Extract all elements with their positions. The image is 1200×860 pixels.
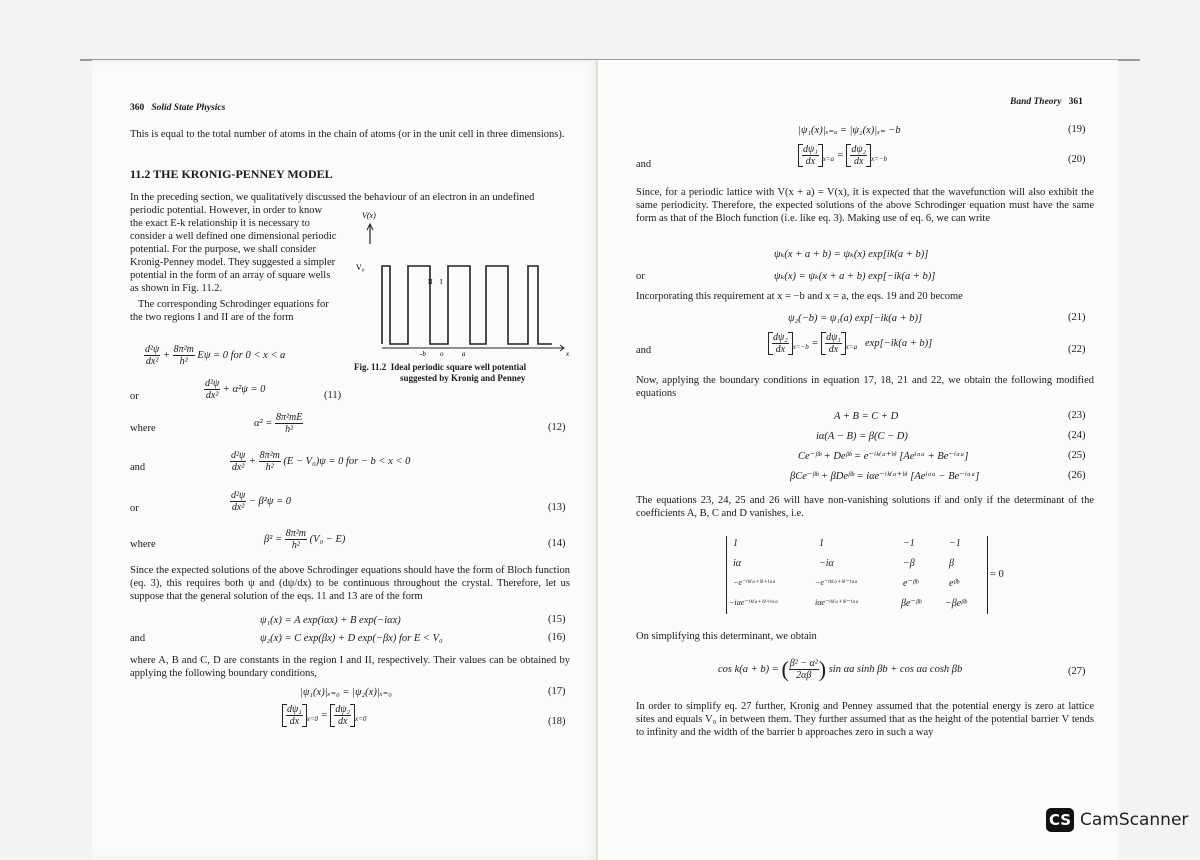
eq-number-16: (16) (548, 632, 566, 643)
det-cell: 1 (733, 538, 738, 549)
potential-wells-path (382, 266, 552, 344)
eq-19: |ψ₁(x)|ₓ₌ₐ = |ψ₂(x)|ₓ₌ −b (798, 125, 901, 136)
word-or-r1: or (636, 271, 645, 282)
eq-16: ψ₂(x) = C exp(βx) + D exp(−βx) for E < V₀ (260, 633, 443, 644)
para2-line-1: The corresponding Schrodinger equations for (138, 299, 329, 310)
figure-caption-line-1: Ideal periodic square well potential (390, 362, 527, 372)
region-II-label: II (428, 278, 433, 286)
eq-number-21: (21) (1068, 312, 1086, 323)
intro-paragraph: This is equal to the total number of atoms in the chain of atoms (or in the unit cell in three dimensions). (130, 129, 565, 140)
tick-a: a (462, 350, 466, 356)
eq-27: cos k(a + b) = ( $\frac{\text{β² − α²}}{2\alpha\beta}$ ) sin αa sinh βb + cos αa cosh βb (718, 656, 963, 682)
eq-12: α² = $\frac{\text{8π²mE}}{\text{h²}}$ (254, 412, 303, 435)
para1-line-2: the exact E-k relationship it is necessary to (130, 218, 310, 229)
schrodinger-eq-region-2: $\frac{\text{d²ψ}}{\text{dx²}}$ + $\frac{\text{8π²m}}{\text{h²}}$ (E − V₀)ψ = 0 for − b < x < 0 (231, 450, 411, 473)
right-para2: Incorporating this requirement at x = −b and x = a, the eqs. 19 and 20 become (636, 291, 963, 302)
det-cell: 1 (819, 538, 824, 549)
right-para3: Now, applying the boundary conditions in equation 17, 18, 21 and 22, we obtain the following modified equations (636, 375, 1094, 399)
eq-number-18: (18) (548, 716, 566, 727)
para2-line-2: the two regions I and II are of the form (130, 312, 294, 323)
det-cell: eᵝᵇ (949, 578, 959, 589)
coefficient-determinant (726, 536, 988, 614)
x-axis-label: x (566, 350, 570, 356)
det-cell: e⁻ᵝᵇ (903, 578, 919, 589)
figure-caption-line-2: suggested by Kronig and Penney (400, 373, 526, 383)
region-I-label: I (440, 278, 443, 286)
det-cell: −1 (949, 538, 961, 549)
eq-number-19: (19) (1068, 124, 1086, 135)
eq-number-15: (15) (548, 614, 566, 625)
para1-line-3: consider a well defined one dimensional periodic (130, 231, 337, 242)
eq-18: $\frac{\text{dψ₁}}{dx}$ $_{x=0}$ = $\frac{\text{dψ₂}}{dx}$ $_{x=0}$ (282, 704, 366, 727)
eq-22: $\frac{\text{dψ₂}}{dx}$ $_{x=-b}$ = $\frac{\text{dψ₁}}{dx}$ $_{x=a}$ exp[−ik(a + b)] (768, 332, 932, 355)
left-running-head: Solid State Physics (151, 103, 226, 113)
right-para1: Since, for a periodic lattice with V(x + a) = V(x), it is expected that the wavefunction will also exhibit the same periodicity. Therefore, the expected solutions of the above Schrodinger equation must have the same form as that of the Bloch function (i.e. like eq. 3). Making use of eq. 6, we can write (636, 187, 1094, 224)
word-and-r1: and (636, 159, 652, 170)
word-where-1: where (130, 423, 156, 434)
square-well-figure (352, 206, 572, 356)
eq-number-22: (22) (1068, 344, 1086, 355)
para4: where A, B and C, D are constants in the region I and II, respectively. Their values can be obtained by applying the following boundary conditions, (130, 655, 570, 679)
figure-caption (354, 362, 526, 384)
det-cell: −iα (819, 558, 834, 569)
det-cell: −e⁻ⁱᵏ⁽ᵃ⁺ᵇ⁾⁻ⁱᵅᵃ (815, 578, 858, 587)
left-header (130, 102, 225, 115)
eq-number-13: (13) (548, 502, 566, 513)
det-cell: −e⁻ⁱᵏ⁽ᵃ⁺ᵇ⁾⁺ⁱᵅᵃ (733, 578, 776, 587)
det-cell: −β (903, 558, 915, 569)
eq-22-tail: exp[−ik(a + b)] (865, 337, 933, 349)
det-equals-zero: = 0 (990, 569, 1004, 580)
eq-number-27: (27) (1068, 666, 1086, 677)
eq-15: ψ₁(x) = A exp(iαx) + B exp(−iαx) (260, 615, 401, 626)
figure-v0-label: V₀ (356, 263, 365, 272)
word-where-2: where (130, 539, 156, 550)
left-page-number: 360 (130, 103, 145, 113)
eq-17: |ψ₁(x)|ₓ₌₀ = |ψ₂(x)|ₓ₌₀ (300, 687, 392, 698)
schrodinger-eq-region-1: $\frac{\text{d²ψ}}{\text{dx²}}$ + $\frac{\text{8π²m}}{\text{h²}}$ Eψ = 0 for 0 < x < a (145, 344, 286, 367)
figure-y-label: V(x) (362, 211, 376, 220)
para3: Since the expected solutions of the above Schrodinger equations should have the form of Bloch function (eq. 3), this requires both ψ and (dψ/dx) to be continuous throughout the crystal. Therefore, let us suppose that the general solution of the eqs. 11 and 13 are of the form (130, 565, 570, 602)
det-cell: −1 (903, 538, 915, 549)
para1-line-7: as shown in Fig. 11.2. (130, 283, 223, 294)
word-and-2: and (130, 633, 146, 644)
left-page (92, 60, 598, 860)
right-header (1010, 96, 1083, 109)
figure-caption-number: Fig. 11.2 (354, 362, 387, 372)
para1-line-6: potential in the form of an array of square wells (130, 270, 331, 281)
det-cell: −βeᵝᵇ (945, 598, 967, 609)
word-or-2: or (130, 503, 139, 514)
eq-21: ψ₂(−b) = ψ₁(a) exp[−ik(a + b)] (788, 313, 923, 324)
det-cell: iα (733, 558, 742, 569)
para1-line-1: periodic potential. However, in order to know (130, 205, 323, 216)
eq-number-20: (20) (1068, 154, 1086, 165)
eq-23: A + B = C + D (834, 411, 899, 422)
tick-o: o (440, 350, 444, 356)
eq-25: Ce⁻ᵝᵇ + Deᵝᵇ = e⁻ⁱᵏ⁽ᵃ⁺ᵇ⁾ [Aeⁱᵅᵃ + Be⁻ⁱᵅᵃ] (798, 451, 969, 462)
eq-24: iα(A − B) = β(C − D) (816, 431, 908, 442)
det-cell: β (949, 558, 954, 569)
eq-11: $\frac{\text{d²ψ}}{\text{dx²}}$ + α²ψ = 0 (205, 378, 266, 401)
det-cell: βe⁻ᵝᵇ (901, 598, 922, 609)
eq-number-24: (24) (1068, 430, 1086, 441)
eq-number-14: (14) (548, 538, 566, 549)
eq-number-12: (12) (548, 422, 566, 433)
word-and-r2: and (636, 345, 652, 356)
camscanner-watermark: CamScanner (1080, 810, 1189, 830)
eq-number-23: (23) (1068, 410, 1086, 421)
eq-13: $\frac{\text{d²ψ}}{\text{dx²}}$ − β²ψ = 0 (231, 490, 292, 513)
right-para6: In order to simplify eq. 27 further, Kronig and Penney assumed that the potential energy is zero at lattice sites and equals V₀ in between them. They further assumed that as the height of the potential barrier V tends to infinity and the width of the barrier b approaches zero in such a way (636, 701, 1094, 738)
bloch-relation-2: ψₖ(x) = ψₖ(x + a + b) exp[−ik(a + b)] (774, 271, 936, 282)
tick-minus-b: -b (420, 350, 426, 356)
eq-27-rhs: sin αa sinh βb + cos αa cosh βb (828, 663, 963, 675)
right-para4: The equations 23, 24, 25 and 26 will have non-vanishing solutions if and only if the determinant of the coefficients A, B, C and D vanishes, i.e. (636, 495, 1094, 519)
right-page-number: 361 (1068, 97, 1083, 107)
eq-number-25: (25) (1068, 450, 1086, 461)
right-para5: On simplifying this determinant, we obtain (636, 631, 817, 642)
word-or-1: or (130, 391, 139, 402)
right-page (598, 60, 1118, 860)
eq-number-17: (17) (548, 686, 566, 697)
eq-27-lhs: cos k(a + b) = (718, 663, 779, 675)
para1-first-line: In the preceding section, we qualitatively discussed the behaviour of an electron in an undefined (130, 192, 535, 203)
eq-26: βCe⁻ᵝᵇ + βDeᵝᵇ = iαe⁻ⁱᵏ⁽ᵃ⁺ᵇ⁾ [Aeⁱᵅᵃ − Be⁻ⁱᵅᵃ] (790, 471, 980, 482)
det-cell: −iαe⁻ⁱᵏ⁽ᵃ⁺ᵇ⁾⁺ⁱᵅᵃ (729, 598, 779, 607)
eq-14: β² = $\frac{\text{8π²m}}{\text{h²}}$ (V₀ − E) (264, 528, 346, 551)
para1-line-4: potential. For the purpose, we shall consider (130, 244, 317, 255)
word-and-1: and (130, 462, 146, 473)
det-cell: iαe⁻ⁱᵏ⁽ᵃ⁺ᵇ⁾⁻ⁱᵅᵃ (815, 598, 859, 607)
camscanner-logo-icon: CS (1046, 808, 1074, 832)
right-running-head: Band Theory (1010, 97, 1062, 107)
eq-number-11: (11) (324, 390, 342, 401)
eq-20: $\frac{\text{dψ₁}}{dx}$ $_{x=a}$ = $\frac{\text{dψ₂}}{dx}$ $_{x=-b}$ (798, 144, 887, 167)
para1-line-5: Kronig-Penney model. They suggested a simpler (130, 257, 336, 268)
section-title: 11.2 THE KRONIG-PENNEY MODEL (130, 167, 333, 181)
bloch-relation-1: ψₖ(x + a + b) = ψₖ(x) exp[ik(a + b)] (774, 249, 929, 260)
eq-number-26: (26) (1068, 470, 1086, 481)
